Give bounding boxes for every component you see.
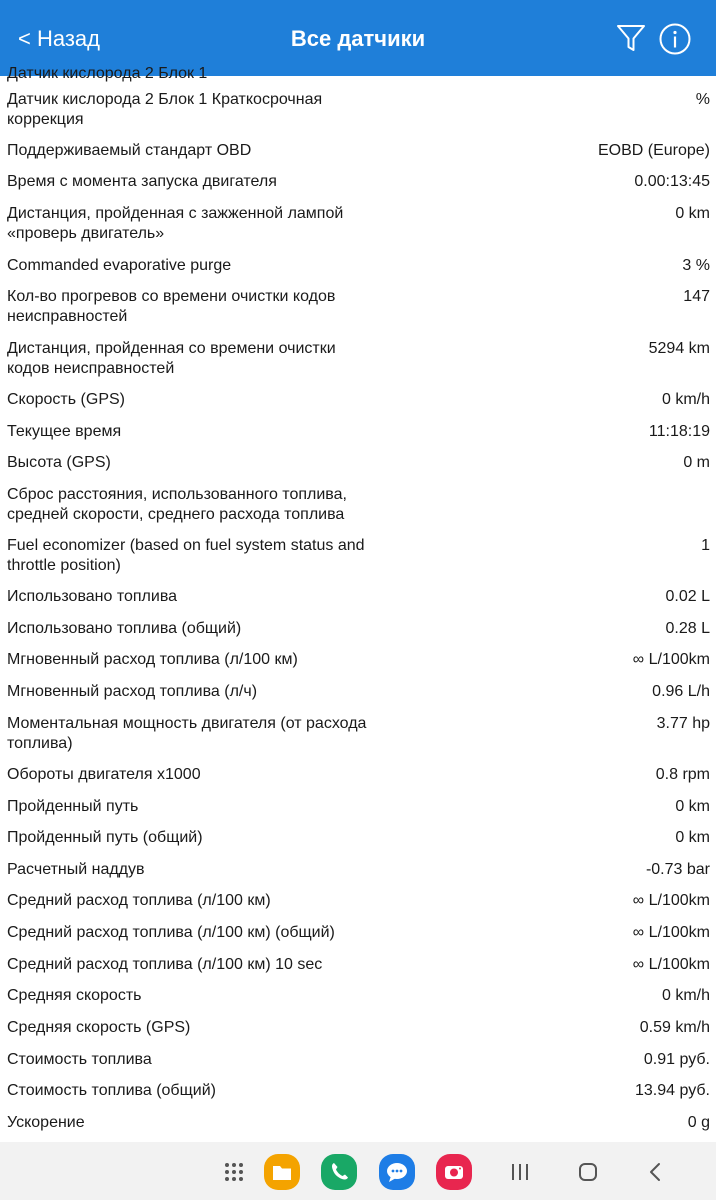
sensor-value: 147 xyxy=(683,288,710,305)
system-navigation-bar xyxy=(0,1142,716,1200)
sensor-value: 0.59 km/h xyxy=(639,1019,710,1036)
sensor-value: 1 xyxy=(701,537,710,554)
filter-icon[interactable] xyxy=(615,22,647,54)
sensor-label: Использовано топлива xyxy=(7,588,178,605)
page-title: Все датчики xyxy=(290,26,426,51)
back-icon[interactable] xyxy=(638,1154,674,1190)
sensor-value: 0.28 L xyxy=(665,620,710,637)
sensor-label: Обороты двигателя x1000 xyxy=(7,766,201,783)
sensor-value: 0.00:13:45 xyxy=(634,173,710,190)
sensor-label: Commanded evaporative purge xyxy=(7,257,232,274)
sensor-value: 0 km xyxy=(675,829,710,846)
sensor-label: Текущее время xyxy=(7,423,122,440)
sensor-label: Поддерживаемый стандарт OBD xyxy=(7,142,252,159)
sensor-label: Дистанция, пройденная с зажженной лампой «проверь двигатель» xyxy=(7,205,344,242)
sensor-value: 0 km/h xyxy=(661,391,710,408)
sensor-value: % xyxy=(695,91,710,108)
sensor-label: Стоимость топлива (общий) xyxy=(7,1082,216,1099)
camera-app-icon[interactable] xyxy=(436,1154,472,1190)
sensor-value: 0 km xyxy=(675,205,710,222)
sensor-label: Датчик кислорода 2 Блок 1 xyxy=(7,65,208,82)
info-icon[interactable] xyxy=(658,22,692,56)
sensor-value: 0.91 руб. xyxy=(643,1051,710,1068)
sensor-label: Средний расход топлива (л/100 км) xyxy=(7,892,271,909)
sensor-value: 0.96 L/h xyxy=(652,683,710,700)
sensor-list[interactable] xyxy=(0,65,716,1142)
sensor-value: ∞ L/100km xyxy=(632,956,710,973)
sensor-label: Средний расход топлива (л/100 км) (общий) xyxy=(7,924,335,941)
sensor-label: Расчетный наддув xyxy=(7,861,145,878)
sensor-value: 3 % xyxy=(682,257,710,274)
sensor-label: Дистанция, пройденная со времени очистки кодов неисправностей xyxy=(7,340,336,377)
sensor-label: Средний расход топлива (л/100 км) 10 sec xyxy=(7,956,323,973)
sensor-label: Сброс расстояния, использованного топлива, средней скорости, среднего расхода топлива xyxy=(7,486,347,523)
sensor-label: Скорость (GPS) xyxy=(7,391,125,408)
sensor-label: Средняя скорость (GPS) xyxy=(7,1019,191,1036)
sensor-value: 0.8 rpm xyxy=(655,766,710,783)
sensor-label: Кол-во прогревов со времени очистки кодов неисправностей xyxy=(7,288,336,325)
sensor-value: ∞ L/100km xyxy=(632,651,710,668)
sensor-label: Стоимость топлива xyxy=(7,1051,152,1068)
sensor-label: Мгновенный расход топлива (л/100 км) xyxy=(7,651,298,668)
sensor-value: 0 km/h xyxy=(661,987,710,1004)
sensor-value: ∞ L/100km xyxy=(632,892,710,909)
home-icon[interactable] xyxy=(570,1154,606,1190)
sensor-value: 13.94 руб. xyxy=(635,1082,710,1099)
sensor-label: Время с момента запуска двигателя xyxy=(7,173,277,190)
apps-grid-icon[interactable] xyxy=(216,1154,252,1190)
sensor-row-partial xyxy=(0,64,716,82)
sensor-value: 0.02 L xyxy=(665,588,710,605)
phone-app-icon[interactable] xyxy=(321,1154,357,1190)
sensor-value: -0.73 bar xyxy=(645,861,710,878)
sensor-value: 11:18:19 xyxy=(648,423,710,440)
sensor-label: Моментальная мощность двигателя (от расхода топлива) xyxy=(7,715,367,752)
sensor-value: 0 m xyxy=(683,454,710,471)
sensor-value: 0 km xyxy=(675,798,710,815)
sensor-label: Высота (GPS) xyxy=(7,454,111,471)
sensor-value: EOBD (Europe) xyxy=(597,142,710,159)
files-app-icon[interactable] xyxy=(264,1154,300,1190)
messages-app-icon[interactable] xyxy=(379,1154,415,1190)
sensor-label: Ускорение xyxy=(7,1114,85,1131)
sensor-label: Пройденный путь xyxy=(7,798,139,815)
sensor-label: Fuel economizer (based on fuel system status and throttle position) xyxy=(7,537,365,574)
sensor-value: 5294 km xyxy=(648,340,710,357)
sensor-label: Использовано топлива (общий) xyxy=(7,620,242,637)
sensor-label: Мгновенный расход топлива (л/ч) xyxy=(7,683,258,700)
sensor-value: ∞ L/100km xyxy=(632,924,710,941)
sensor-value: 0 g xyxy=(687,1114,710,1131)
sensor-label: Датчик кислорода 2 Блок 1 Краткосрочная коррекция xyxy=(7,91,323,128)
recents-icon[interactable] xyxy=(502,1154,538,1190)
sensor-label: Пройденный путь (общий) xyxy=(7,829,203,846)
sensor-label: Средняя скорость xyxy=(7,987,142,1004)
back-button[interactable]: < Назад xyxy=(18,26,100,51)
sensor-value: 3.77 hp xyxy=(656,715,710,732)
